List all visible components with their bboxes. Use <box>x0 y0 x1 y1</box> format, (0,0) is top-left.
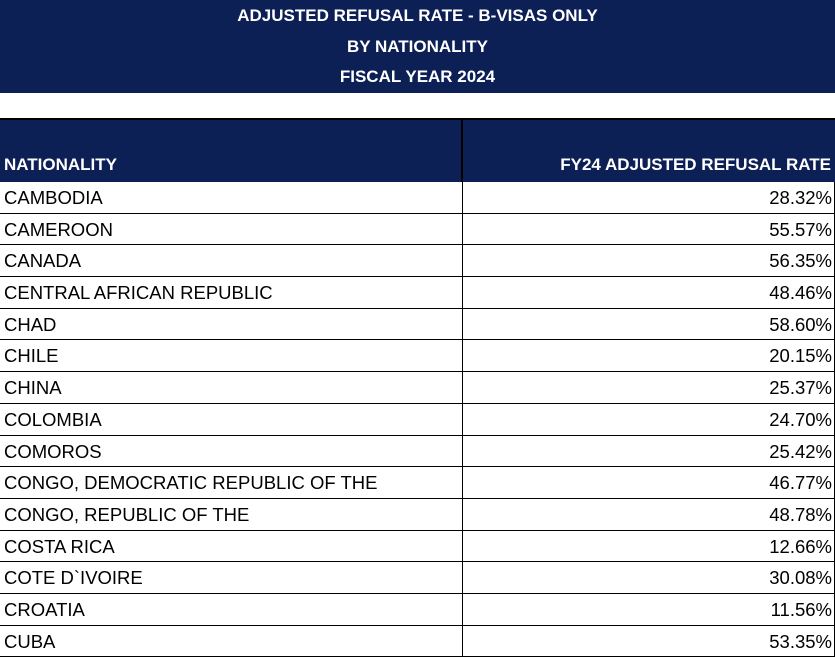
cell-nationality: CENTRAL AFRICAN REPUBLIC <box>4 282 273 304</box>
cell-rate: 56.35% <box>769 250 832 272</box>
cell-rate: 11.56% <box>770 598 832 620</box>
cell-nationality: COTE D`IVOIRE <box>4 567 143 589</box>
table-row <box>0 626 835 657</box>
report-title-line-1: ADJUSTED REFUSAL RATE - B-VISAS ONLY <box>237 6 598 25</box>
cell-rate: 25.42% <box>769 440 832 462</box>
cell-rate: 48.78% <box>769 503 832 525</box>
table-header-row <box>0 118 835 182</box>
cell-nationality: CAMEROON <box>4 218 113 240</box>
refusal-rate-table <box>0 118 835 656</box>
cell-nationality: CHINA <box>4 377 62 399</box>
table-row <box>0 499 835 531</box>
cell-nationality: CONGO, DEMOCRATIC REPUBLIC OF THE <box>4 472 378 494</box>
cell-rate: 28.32% <box>769 187 832 208</box>
cell-nationality: CHILE <box>4 345 59 367</box>
cell-rate: 48.46% <box>769 282 832 304</box>
table-row <box>0 594 835 626</box>
cell-nationality: CONGO, REPUBLIC OF THE <box>4 503 250 525</box>
table-row <box>0 372 835 404</box>
cell-rate: 58.60% <box>769 313 832 335</box>
cell-rate: 12.66% <box>769 535 832 557</box>
cell-rate: 46.77% <box>769 472 832 494</box>
cell-rate: 53.35% <box>769 630 832 652</box>
table-row <box>0 562 835 594</box>
table-row <box>0 245 835 277</box>
cell-rate: 20.15% <box>769 345 832 367</box>
table-body <box>0 182 835 657</box>
table-row <box>0 404 835 436</box>
cell-rate: 25.37% <box>769 377 832 399</box>
cell-nationality: COLOMBIA <box>4 408 102 430</box>
cell-nationality: CUBA <box>4 630 56 652</box>
header-column-divider <box>461 120 463 182</box>
table-row <box>0 277 835 309</box>
report-title-block <box>0 0 835 93</box>
cell-nationality: CHAD <box>4 313 57 335</box>
table-row <box>0 467 835 499</box>
table-row <box>0 182 835 214</box>
table-row <box>0 214 835 246</box>
table-row <box>0 436 835 468</box>
cell-nationality: CROATIA <box>4 598 85 620</box>
column-header-nationality: NATIONALITY <box>4 155 118 174</box>
cell-nationality: CAMBODIA <box>4 187 103 208</box>
table-row <box>0 309 835 341</box>
cell-nationality: COMOROS <box>4 440 102 462</box>
cell-rate: 24.70% <box>769 408 832 430</box>
report-title-line-3: FISCAL YEAR 2024 <box>339 67 496 86</box>
column-header-rate: FY24 ADJUSTED REFUSAL RATE <box>560 155 831 174</box>
table-row <box>0 340 835 372</box>
cell-rate: 55.57% <box>769 218 832 240</box>
cell-rate: 30.08% <box>769 567 832 589</box>
report-title-line-2: BY NATIONALITY <box>346 37 489 56</box>
cell-nationality: COSTA RICA <box>4 535 115 557</box>
table-row <box>0 531 835 563</box>
cell-nationality: CANADA <box>4 250 82 272</box>
